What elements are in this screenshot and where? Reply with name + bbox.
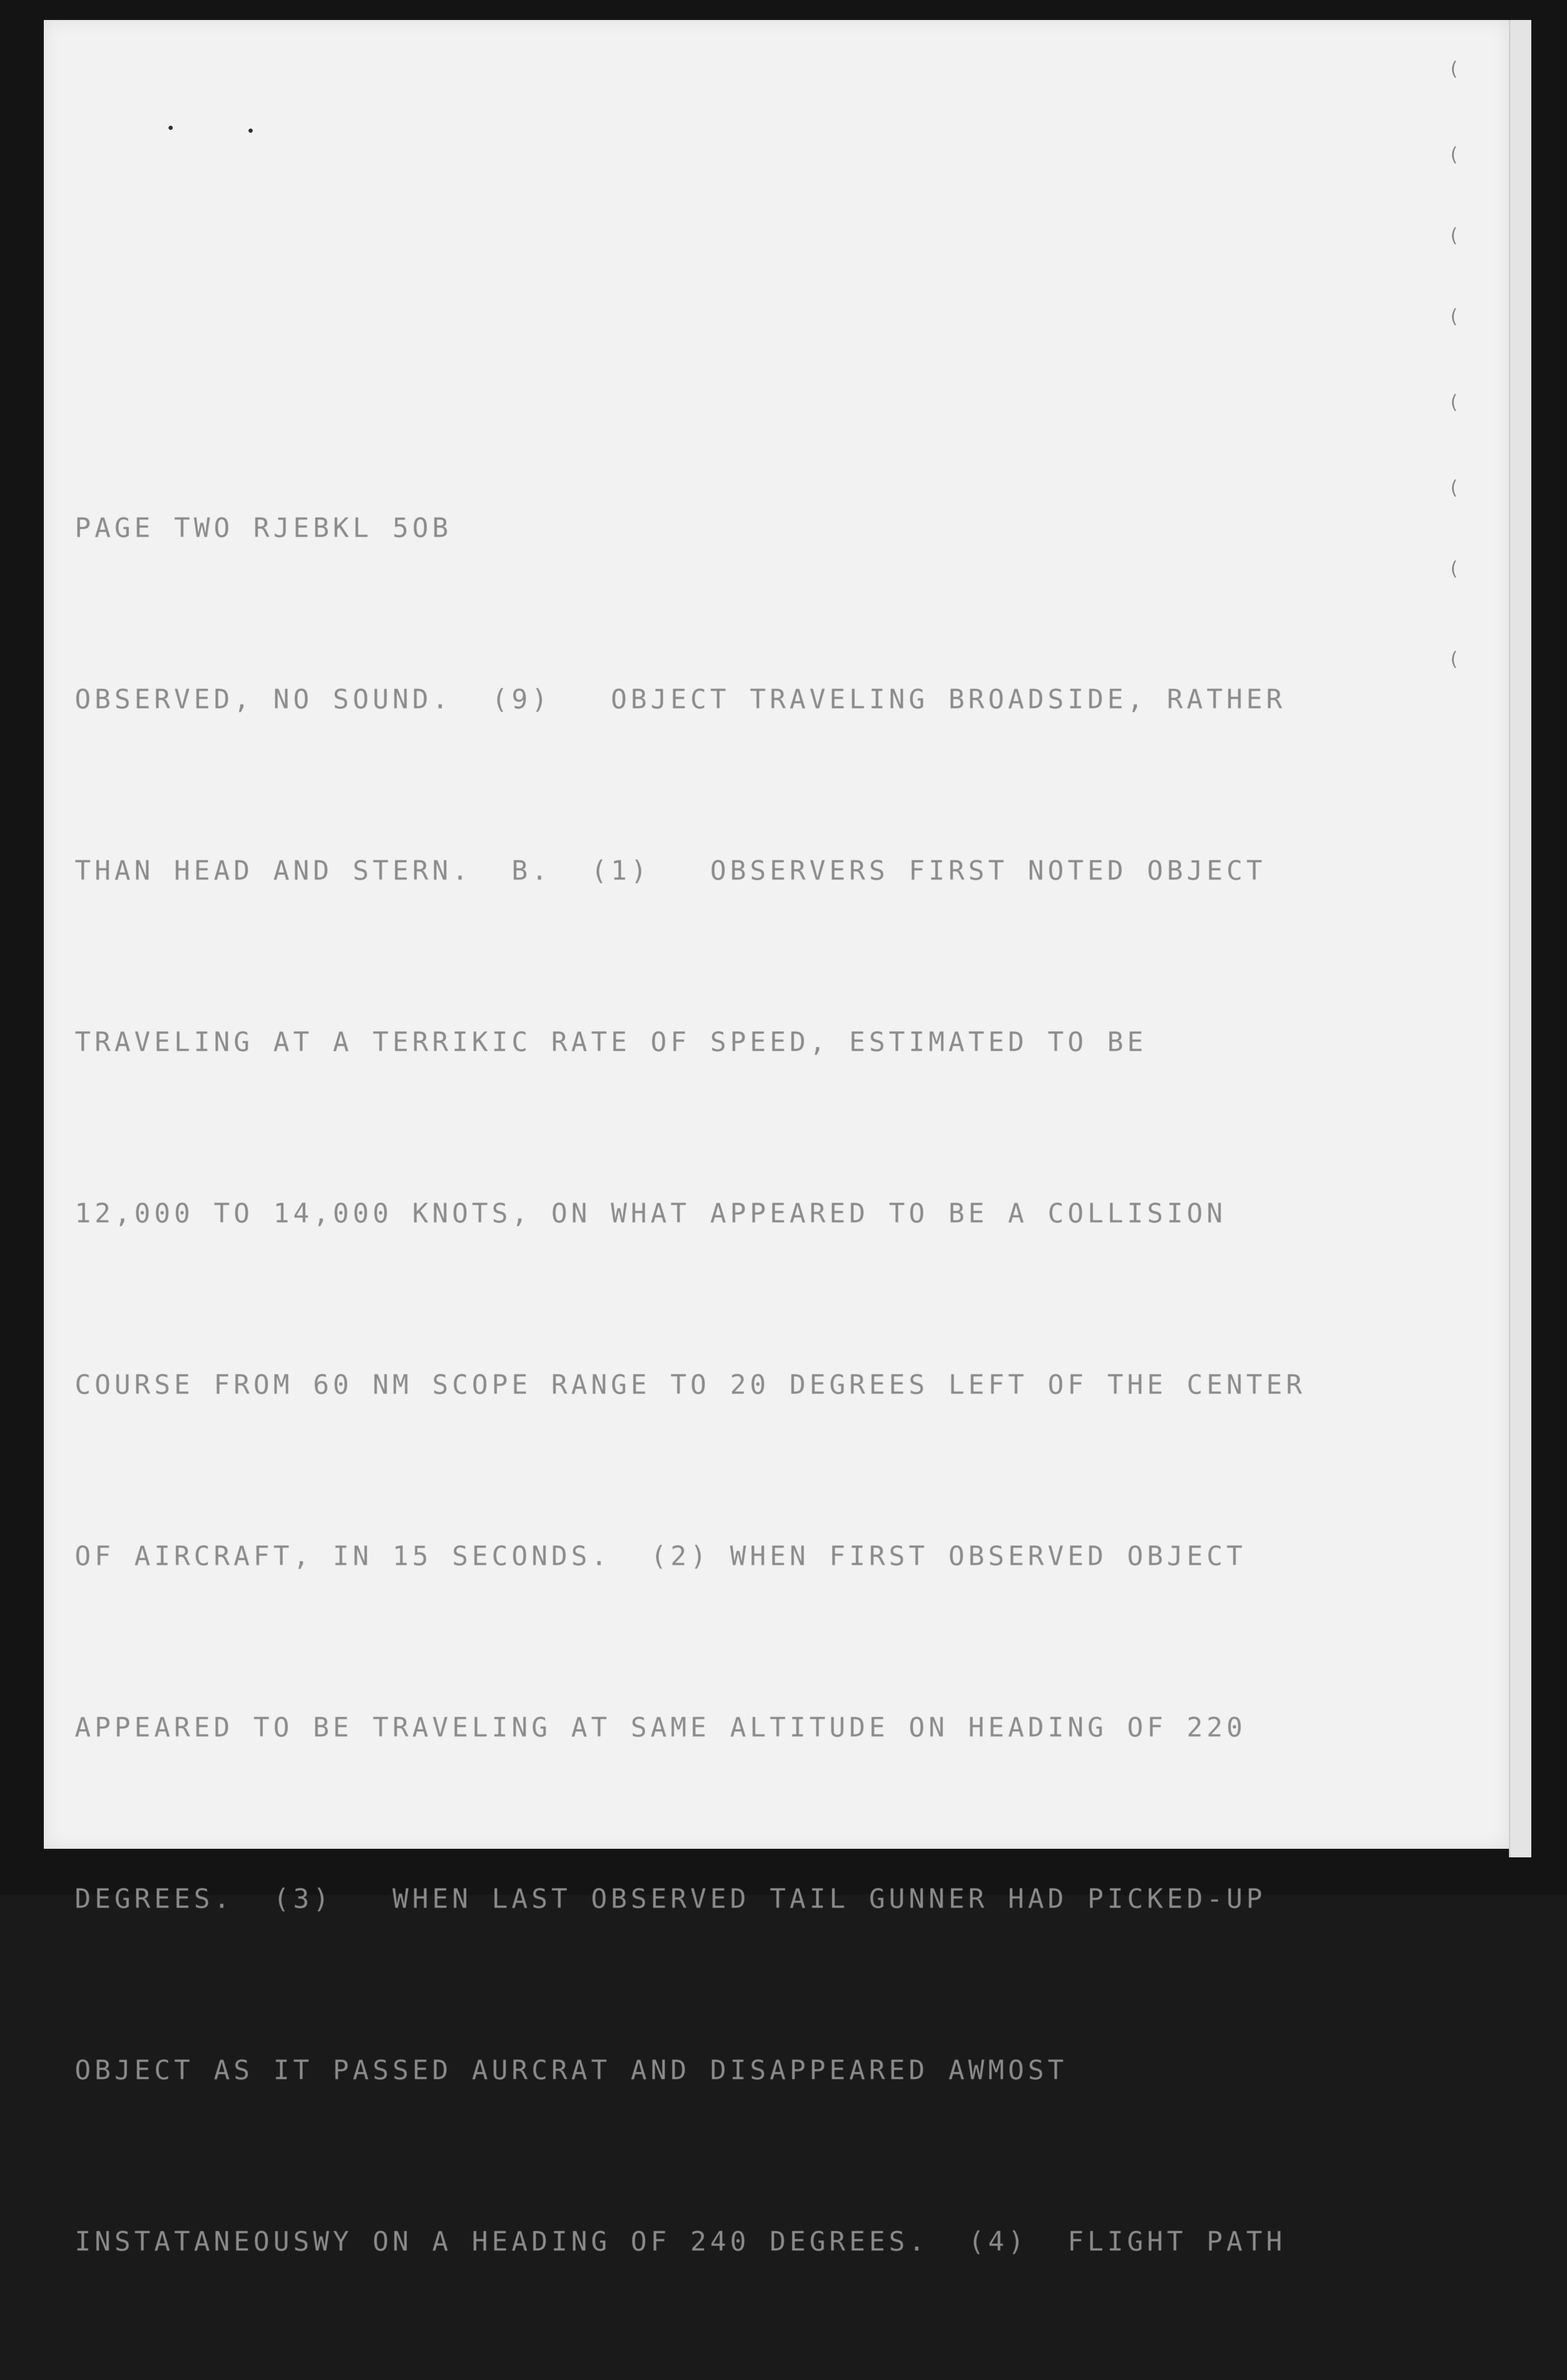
- document-page: [44, 20, 1509, 2257]
- page-header: PAGE TWO RJEBKL 5OB: [75, 513, 452, 544]
- page-edge-strip: [1509, 20, 1531, 1857]
- margin-mark: (: [1448, 558, 1460, 580]
- margin-mark: (: [1448, 306, 1460, 327]
- margin-mark: (: [1448, 144, 1460, 166]
- text-line: OBJECT AS IT PASSED AURCRAT AND DISAPPEARED AWMOST: [75, 2055, 1068, 2086]
- text-line: OF AIRCRAFT, IN 15 SECONDS. (2) WHEN FIRST OBSERVED OBJECT: [75, 1541, 1247, 1572]
- teletype-text: [75, 386, 1455, 2380]
- margin-mark: (: [1448, 477, 1460, 499]
- text-line: 12,000 TO 14,000 KNOTS, ON WHAT APPEARED TO BE A COLLISION: [75, 1198, 1227, 1229]
- text-line: DEGREES. (3) WHEN LAST OBSERVED TAIL GUNNER HAD PICKED-UP: [75, 1884, 1266, 1914]
- punch-mark: [248, 129, 253, 133]
- text-line: COURSE FROM 60 NM SCOPE RANGE TO 20 DEGREES LEFT OF THE CENTER: [75, 1369, 1306, 1400]
- margin-mark: (: [1448, 648, 1460, 670]
- text-line: THAN HEAD AND STERN. B. (1) OBSERVERS FIRST NOTED OBJECT: [75, 855, 1266, 886]
- margin-mark: (: [1448, 391, 1460, 413]
- text-line: APPEARED TO BE TRAVELING AT SAME ALTITUDE ON HEADING OF 220: [75, 1712, 1247, 1743]
- text-line: TRAVELING AT A TERRIKIC RATE OF SPEED, ESTIMATED TO BE: [75, 1027, 1147, 1058]
- punch-mark: [169, 126, 173, 130]
- margin-mark: (: [1448, 58, 1460, 80]
- text-line: INSTATANEOUSWY ON A HEADING OF 240 DEGREES. (4) FLIGHT PATH: [75, 2226, 1286, 2257]
- text-line: OBSERVED, NO SOUND. (9) OBJECT TRAVELING BROADSIDE, RATHER: [75, 684, 1286, 715]
- margin-mark: (: [1448, 225, 1460, 247]
